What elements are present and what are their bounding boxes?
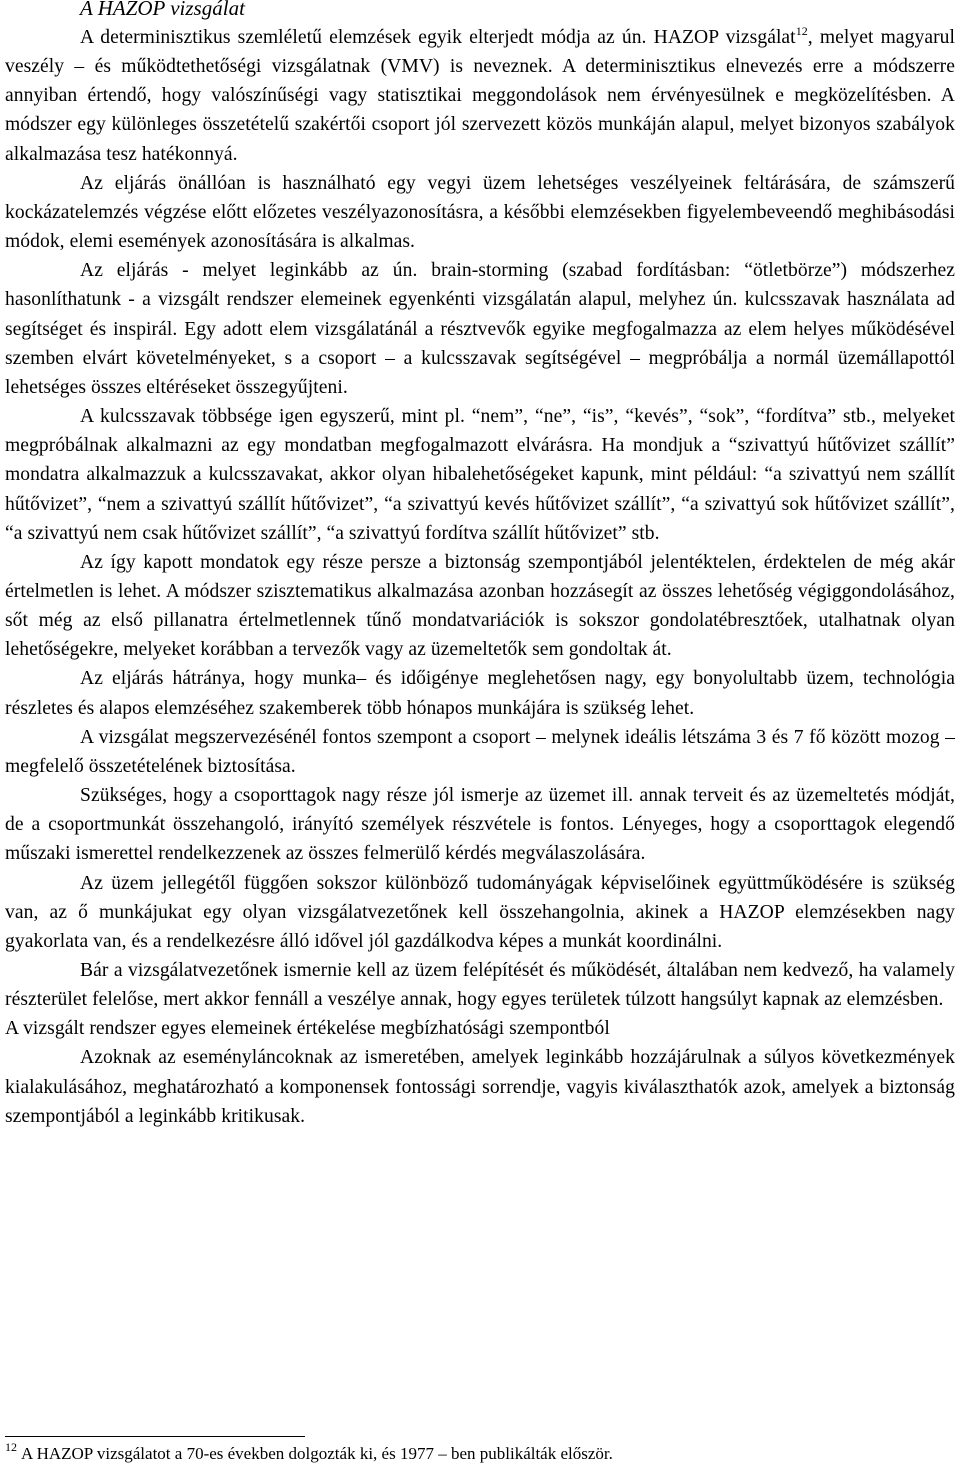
footnote-divider <box>5 1436 305 1437</box>
paragraph: Az eljárás önállóan is használható egy vegyi üzem lehetséges veszélyeinek feltárására, de számszerű kockázatelemzés végzése előtt előzetes veszélyazonosításra, a későbbi elemzésekben figyelembeveendő meghibásodási módok, elemi események azonosítására is alkalmas. <box>5 172 955 253</box>
paragraph: Az így kapott mondatok egy része persze a biztonság szempontjából jelentéktelen, érdektelen de még akár értelmetlen is lehet. A módszer szisztematikus alkalmazása azonban hozzásegít az összes lehetőség végiggondolásához, sőt még az első pillanatra értelmetlennek tűnő mondatvariációk is sokszor gondolatébresztőek, utalhatnak olyan lehetőségekre, melyeket korábban a tervezők vagy az üzemeltetők sem gondoltak át. <box>5 551 955 661</box>
paragraph: A kulcsszavak többsége igen egyszerű, mint pl. “nem”, “ne”, “is”, “kevés”, “sok”, “fordítva” stb., melyeket megpróbálnak alkalmazni az egy mondatban megfogalmazott elvárásra. Ha mondjuk a “szivattyú hűtővizet szállít” mondatra alkalmazzuk a kulcsszavakat, akkor olyan hibalehetőségeket kapunk, mint például: “a szivattyú nem szállít hűtővizet”, “nem a szivattyú szállít hűtővizet”, “a szivattyú kevés hűtővizet szállít”, “a szivattyú sok hűtővizet szállít”, “a szivattyú nem csak hűtővizet szállít”, “a szivattyú fordítva szállít hűtővizet” stb. <box>5 406 955 544</box>
paragraph-intro <box>5 23 955 169</box>
intro-rest: , melyet magyarul veszély – és működtethetőségi vizsgálatnak (VMV) is neveznek. A determinisztikus elnevezés erre a módszerre annyiban értendő, hogy valószínűségi vagy statisztikai meggondolások nem érvényesülnek e megközelítésben. A módszer egy különleges összetételű szakértői csoport jól szervezett közös munkáján alapul, melyet bizonyos szabályok alkalmazása tesz hatékonnyá. <box>5 27 955 165</box>
paragraph: Az eljárás hátránya, hogy munka– és időigénye meglehetősen nagy, egy bonyolultabb üzem, technológia részletes és alapos elemzéséhez szakemberek több hónapos munkájára is szükség lehet. <box>5 668 955 719</box>
footnote-text: A HAZOP vizsgálatot a 70-es években dolgozták ki, és 1977 – ben publikálták először. <box>21 1444 613 1463</box>
footnote-number: 12 <box>5 1440 17 1454</box>
paragraph: A vizsgálat megszervezésénél fontos szempont a csoport – melynek ideális létszáma 3 és 7 fő között mozog – megfelelő összetételének biztosítása. <box>5 726 955 777</box>
footnote <box>5 1440 955 1465</box>
paragraph: Bár a vizsgálatvezetőnek ismernie kell az üzem felépítését és működését, általában nem kedvező, ha valamely részterület felelőse, mert akkor fennáll a veszélye annak, hogy egyes területek túlzott hangsúlyt kapnak az elemzésben. <box>5 960 955 1011</box>
paragraph: Az üzem jellegétől függően sokszor különböző tudományágak képviselőinek együttműködésére is szükség van, az ő munkájukat egy olyan vizsgálatvezetőnek kell összehangolnia, akinek a HAZOP elemzésekben nagy gyakorlata van, és a rendelkezésre álló idővel jól gazdálkodva képes a munkát koordinálni. <box>5 872 955 952</box>
intro-lead: A determinisztikus szemléletű elemzések egyik elterjedt módja az ún. HAZOP vizsgálat <box>80 27 796 48</box>
paragraph: Az eljárás - melyet leginkább az ún. brain-storming (szabad fordításban: “ötletbörze”) módszerhez hasonlíthatunk - a vizsgált rendszer elemeinek egyenkénti vizsgálatán alapul, melyhez ún. kulcsszavak használata ad segítséget és inspirál. Egy adott elem vizsgálatánál a résztvevők egyike megfogalmazza az elem helyes működésével szemben elvárt követelményeket, s a csoport – a kulcsszavak segítségével – megpróbálja a normál üzemállapottól lehetséges összes eltéréseket összegyűjteni. <box>5 260 955 398</box>
paragraph: Azoknak az eseményláncoknak az ismeretében, amelyek leginkább hozzájárulnak a súlyos következmények kialakulásához, meghatározható a komponensek fontossági sorrendje, vagyis kiválaszthatók azok, amelyek a biztonság szempontjából a leginkább kritikusak. <box>5 1047 955 1127</box>
body-text <box>5 23 955 1131</box>
paragraph: Szükséges, hogy a csoporttagok nagy része jól ismerje az üzemet ill. annak terveit és az üzemeltetés módját, de a csoportmunkát összehangoló, irányító személyek részvétele is fontos. Lényeges, hogy a csoporttagok elegendő műszaki ismerettel rendelkezzenek az összes felmerülő kérdés megválaszolására. <box>5 785 955 865</box>
section-heading: A HAZOP vizsgálat <box>80 0 245 20</box>
subsection-heading: A vizsgált rendszer egyes elemeinek értékelése megbízhatósági szempontból <box>5 1018 610 1040</box>
footnote-reference[interactable]: 12 <box>795 24 808 38</box>
